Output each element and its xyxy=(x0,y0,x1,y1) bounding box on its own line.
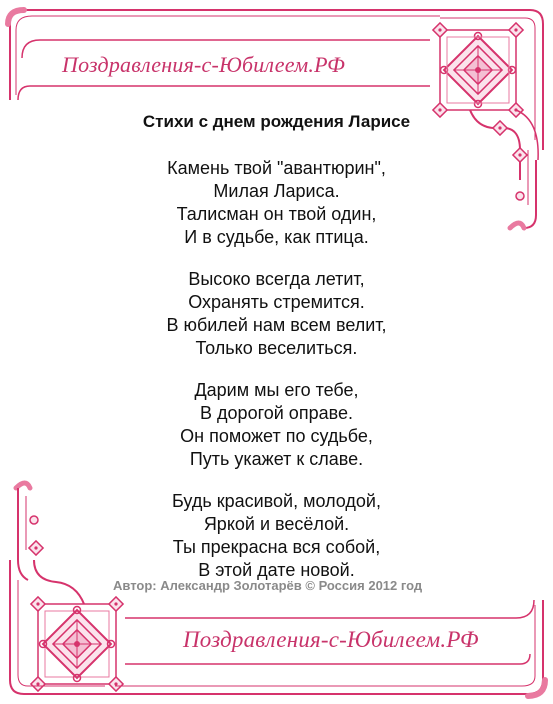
poem-line: Яркой и весёлой. xyxy=(203,514,350,534)
author-credit: Автор: Александр Золотарёв © Россия 2012 год xyxy=(113,578,423,593)
poem-text xyxy=(0,157,553,601)
stanza-4 xyxy=(0,490,553,582)
poem-line: Дарим мы его тебе, xyxy=(194,380,359,400)
poem-line: Милая Лариса. xyxy=(213,181,340,201)
poem-line: Только веселиться. xyxy=(195,338,358,358)
poem-line: Охранять стремится. xyxy=(188,292,365,312)
poem-line: В дорогой оправе. xyxy=(200,403,353,423)
poem-line: В этой дате новой. xyxy=(198,560,355,580)
poem-line: Путь укажет к славе. xyxy=(189,449,364,469)
poem-line: И в судьбе, как птица. xyxy=(184,227,369,247)
poem-line: Будь красивой, молодой, xyxy=(172,491,381,511)
poem-line: Он поможет по судьбе, xyxy=(180,426,373,446)
stanza-2 xyxy=(0,268,553,360)
stanza-3 xyxy=(0,379,553,471)
poem-title: Стихи с днем рождения Ларисе xyxy=(142,112,411,131)
poem-line: В юбилей нам всем велит, xyxy=(166,315,387,335)
site-name-bottom: Поздравления-с-Юбилеем.РФ xyxy=(183,627,479,652)
poem-line: Ты прекрасна вся собой, xyxy=(172,537,381,557)
site-name-top: Поздравления-с-Юбилеем.РФ xyxy=(62,52,346,77)
stanza-1 xyxy=(0,157,553,249)
poem-line: Талисман он твой один, xyxy=(176,204,377,224)
poem-line: Камень твой "авантюрин", xyxy=(167,158,386,178)
poem-line: Высоко всегда летит, xyxy=(188,269,365,289)
